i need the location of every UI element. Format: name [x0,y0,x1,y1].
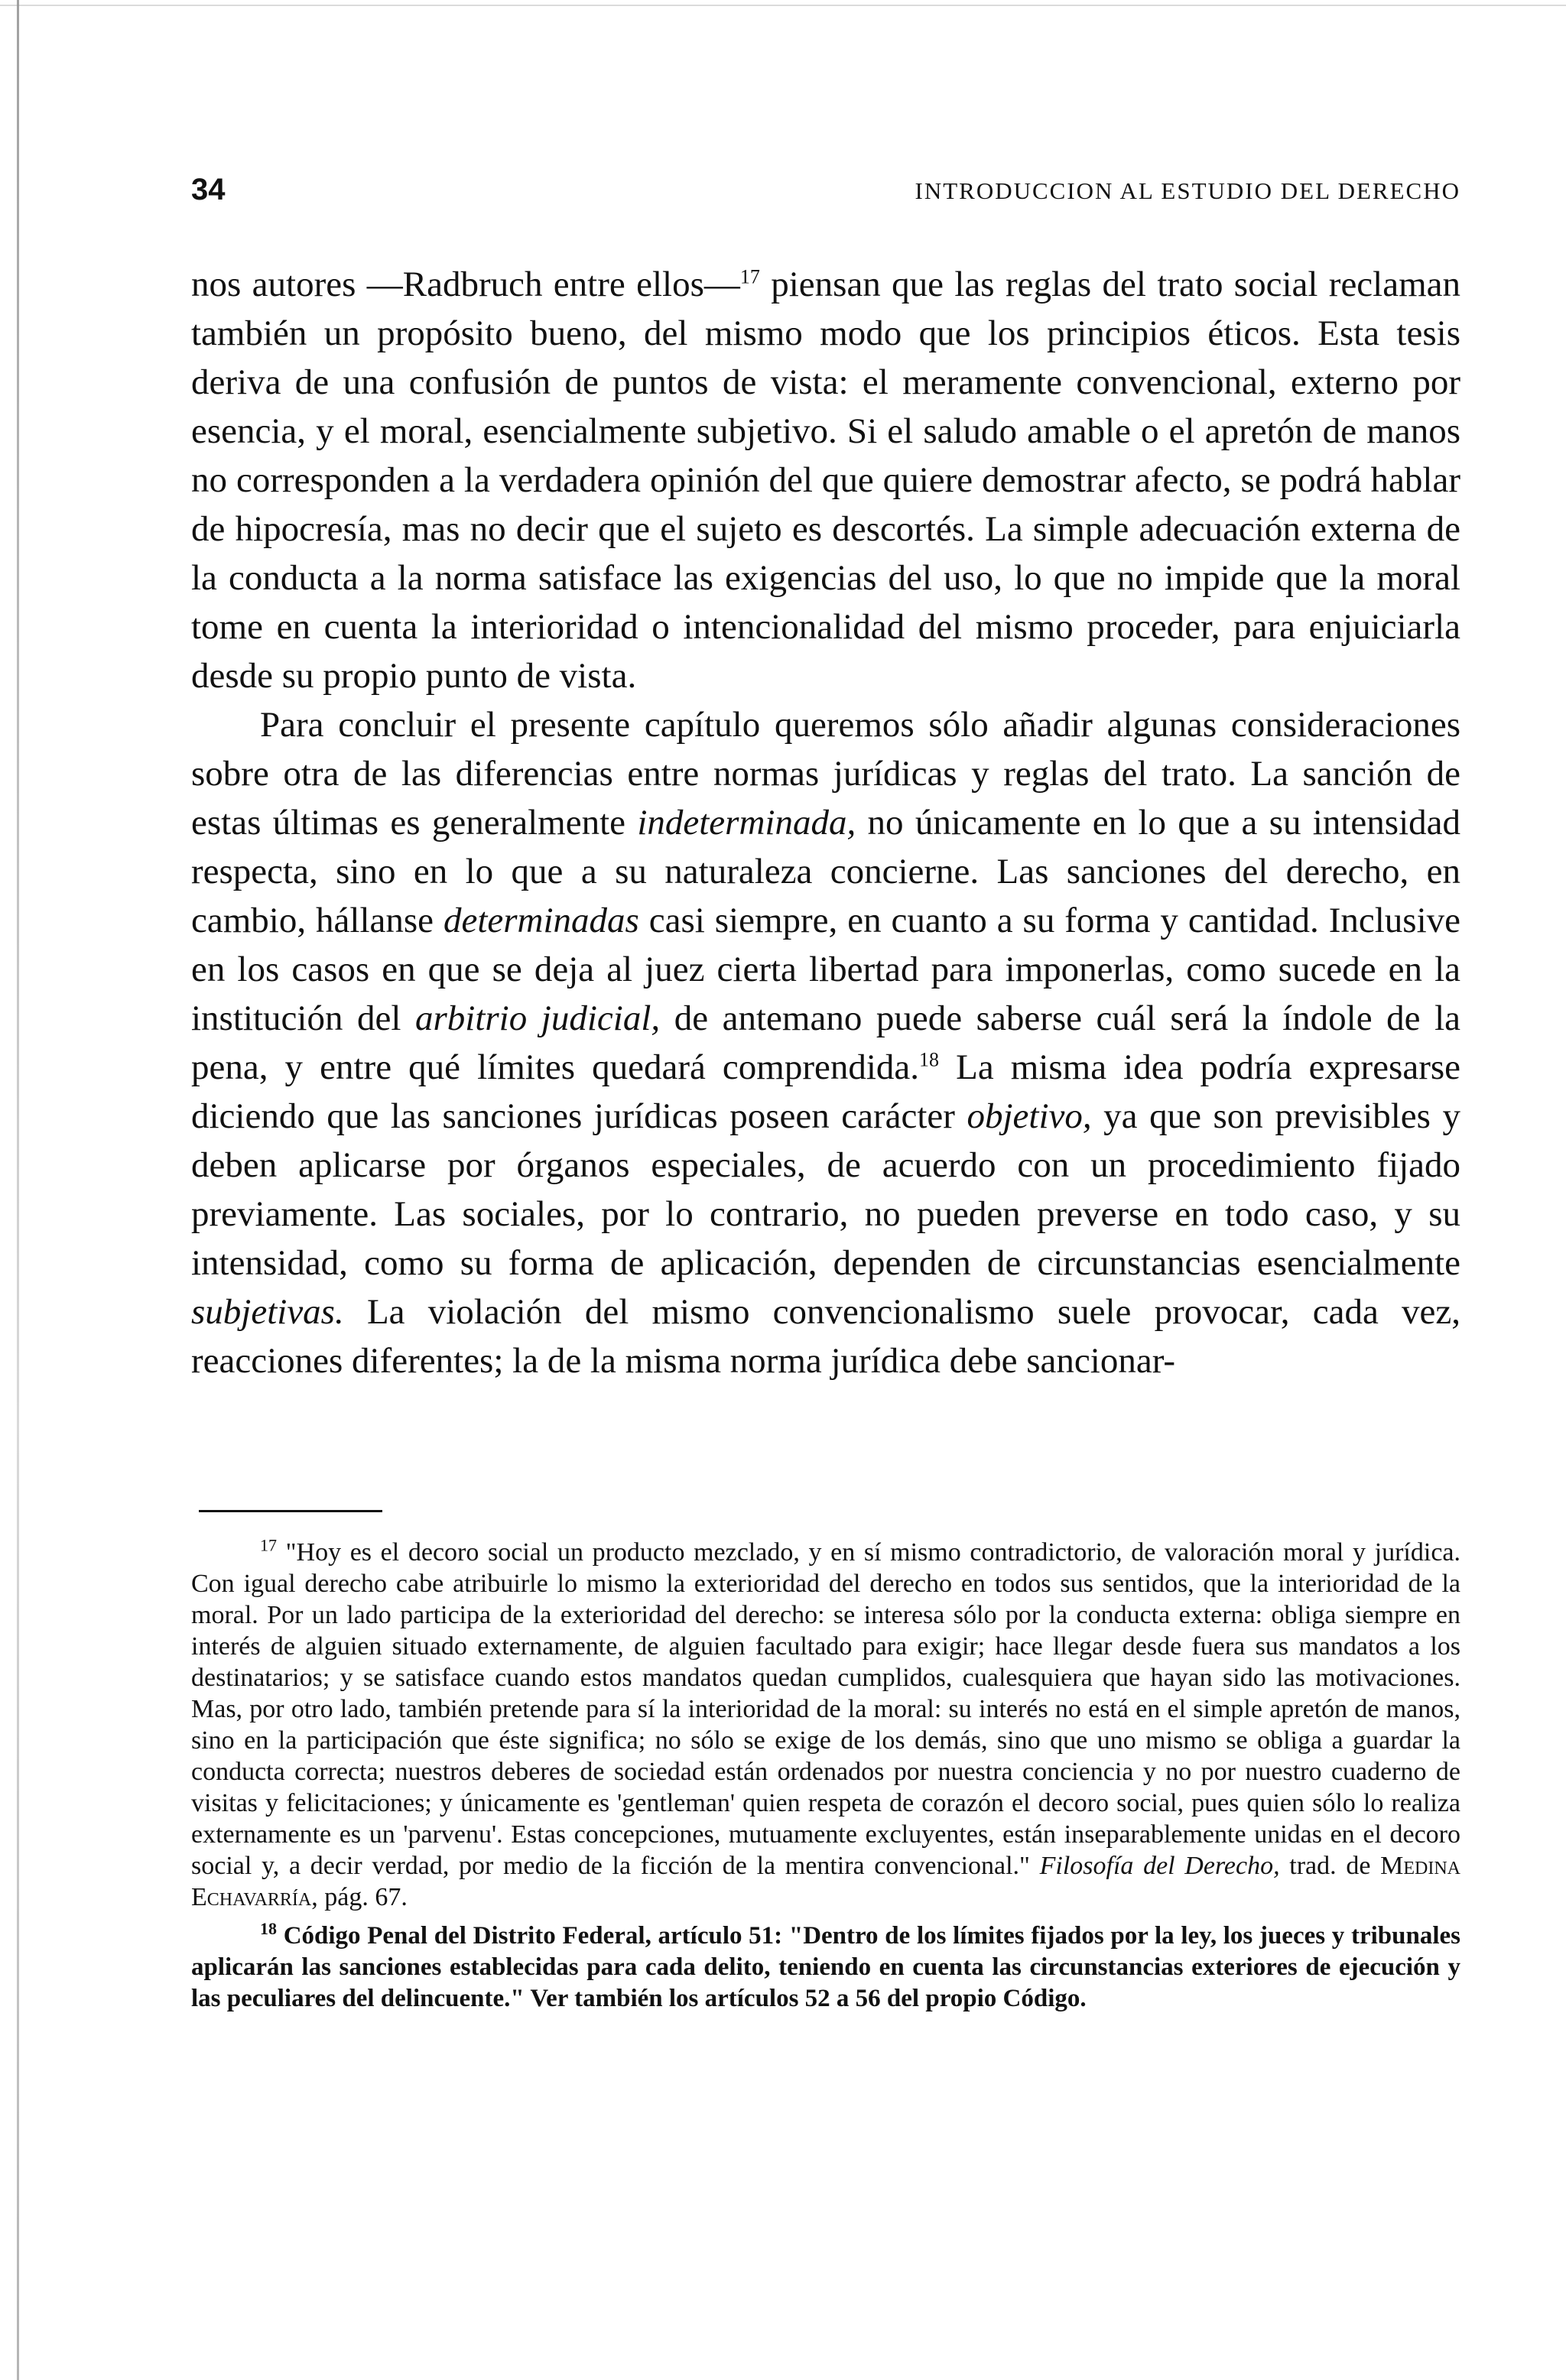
scan-edge-top [0,5,1566,6]
p1-text-1: nos autores —Radbruch entre ellos— [191,265,740,304]
footnote-18 [191,1921,1460,2015]
footnote-ref-17: 17 [739,265,760,288]
p2-emphasis-5: subjetivas. [191,1292,344,1332]
page-number: 34 [191,173,226,206]
footnote-ref-18: 18 [919,1048,940,1071]
footnotes [191,1537,1460,2015]
footnote-17-translator: Medina Echavarría, [191,1852,1460,1911]
footnote-17-text: "Hoy es el decoro social un producto mezclado, y en sí mismo contradictorio, de valoración moral y jurídica. Con igual derecho cabe atribuirle lo mismo la exterioridad del derecho en todos sus sentidos, que la interioridad de la moral. Por un lado participa de la exterioridad del derecho: se interesa sólo por la conducta externa: obliga siempre en interés de alguien situado externamente, de alguien facultado para exigir; hace llegar desde fuera sus mandatos a los destinatarios; y se satisface cuando estos mandatos quedan cumplidos, cualesquiera que hayan sido las motivaciones. Mas, por otro lado, también pretende para sí la interioridad de la moral: su interés no está en el simple apretón de manos, sino en la participación que éste significa; no sólo se exige de los demás, sino que uno mismo se obliga a guardar la conducta correcta; nuestros deberes de sociedad están ordenados por nuestra conciencia y no por nuestro cuaderno de visitas y felicitaciones; y únicamente es 'gentleman' quien respeta de corazón el decoro social, pues quien sólo lo realiza externamente es un 'parvenu'. Estas concepciones, mutuamente excluyentes, están inseparablemente unidas en el decoro social y, a decir verdad, por medio de la ficción de la mentira convencional." [191,1538,1460,1880]
p2-text-2: no únicamente en lo que a su intensidad respecta, sino en lo que a su naturaleza concierne. Las sanciones del derecho, en cambio, hállanse [191,803,1460,940]
p2-text-3: casi siempre, en cuanto a su forma y cantidad. Inclusive en los casos en que se deja al juez cierta libertad para imponerlas, como sucede en la institución del [191,901,1461,1038]
p2-text-6: ya que son previsibles y deben aplicarse por órganos especiales, de acuerdo con un procedimiento fijado previamente. Las sociales, por lo contrario, no pueden preverse en todo caso, y su intensidad, como su forma de aplicación, dependen de circunstancias esencialmente [191,1096,1460,1283]
p2-emphasis-4: objetivo, [967,1096,1092,1136]
p2-emphasis-3: arbitrio judicial, [414,998,661,1038]
main-text [191,260,1460,1385]
p2-text-4: de antemano puede saberse cuál será la índole de la pena, y entre qué límites quedará comprendida. [191,998,1460,1087]
running-head [191,170,1460,216]
paragraph-2 [191,700,1460,1385]
footnote-rule [199,1510,382,1512]
footnote-17-page: pág. 67. [317,1883,408,1911]
footnote-18-text: Código Penal del Distrito Federal, artículo 51: "Dentro de los límites fijados por la ley, los jueces y tribunales aplicarán las sanciones establecidas para cada delito, teniendo en cuenta las circunstancias exteriores de ejecución y las peculiares del delincuente." Ver también los artículos 52 a 56 del propio Código. [191,1922,1460,2012]
footnote-17-trad: trad. de [1279,1852,1381,1880]
p2-emphasis-2: determinadas [443,901,639,940]
footnote-17-book-title: Filosofía del Derecho, [1039,1852,1280,1880]
scan-edge-left [17,0,19,2380]
paragraph-1 [191,260,1460,700]
p2-emphasis-1: indeterminada, [637,803,856,843]
footnote-18-marker: 18 [260,1919,277,1938]
p2-text-7: La violación del mismo convencionalismo suele provocar, cada vez, reacciones diferentes; la de la misma norma jurídica debe sancionar- [191,1292,1460,1381]
header-title: INTRODUCCION AL ESTUDIO DEL DERECHO [915,177,1460,204]
p1-text-2: piensan que las reglas del trato social reclaman también un propósito bueno, del mismo modo que los principios éticos. Esta tesis deriva de una confusión de puntos de vista: el meramente convencional, externo por esencia, y el moral, esencialmente subjetivo. Si el saludo amable o el apretón de manos no corresponden a la verdadera opinión del que quiere demostrar afecto, se podrá hablar de hipocresía, mas no decir que el sujeto es descortés. La simple adecuación externa de la conducta a la norma satisface las exigencias del uso, lo que no impide que la moral tome en cuenta la interioridad o intencionalidad del mismo proceder, para enjuiciarla desde su propio punto de vista. [191,265,1460,696]
p2-text-5: La misma idea podría expresarse diciendo que las sanciones jurídicas poseen carácter [191,1047,1461,1136]
p2-text-1: Para concluir el presente capítulo queremos sólo añadir algunas consideraciones sobre otra de las diferencias entre normas jurídicas y reglas del trato. La sanción de estas últimas es generalmente [191,705,1460,843]
footnote-17-marker: 17 [260,1535,277,1555]
footnote-17 [191,1537,1460,1913]
